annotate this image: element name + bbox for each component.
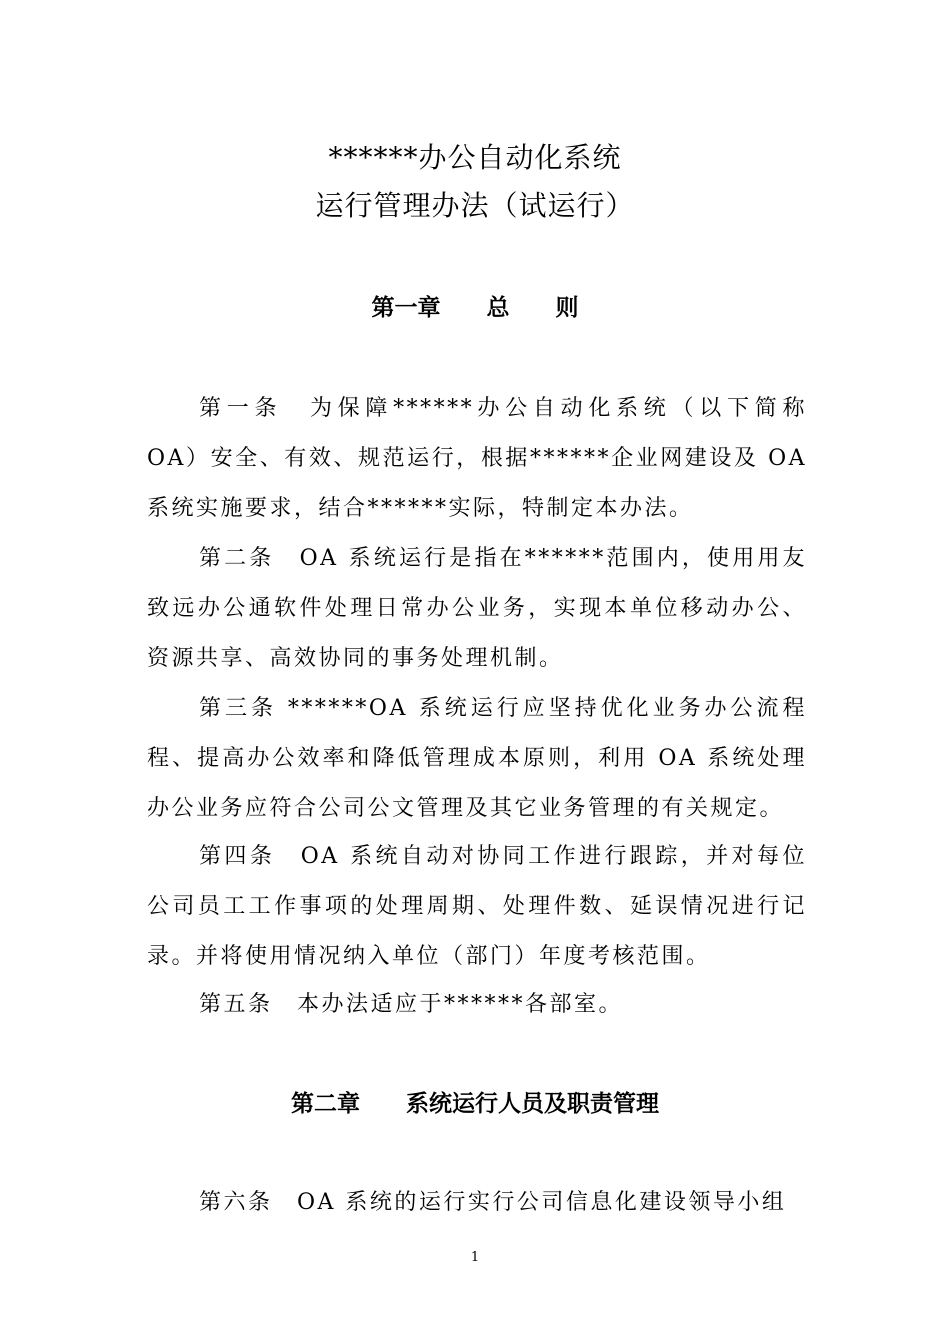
chapter-heading-1: 第一章 总 则: [371, 295, 579, 321]
article-6: 第六条 OA 系统的运行实行公司信息化建设领导小组: [199, 1190, 787, 1215]
document-title-line1: ******办公自动化系统: [328, 141, 622, 174]
document-title-line2: 运行管理办法（试运行）: [315, 189, 635, 222]
article-2: 第二条 OA 系统运行是指在******范围内，使用用友致远办公通软件处理日常办公业务，实现本单位移动办公、资源共享、高效协同的事务处理机制。: [147, 546, 807, 671]
article-1: 第一条 为保障******办公自动化系统（以下简称 OA）安全、有效、规范运行，根据******企业网建设及 OA 系统实施要求，结合******实际，特制定本办法。: [147, 396, 807, 521]
article-4: 第四条 OA 系统自动对协同工作进行跟踪，并对每位公司员工工作事项的处理周期、处理件数、延误情况进行记录。并将使用情况纳入单位（部门）年度考核范围。: [147, 844, 807, 969]
article-3: 第三条 ******OA 系统运行应坚持优化业务办公流程程、提高办公效率和降低管理成本原则，利用 OA 系统处理办公业务应符合公司公文管理及其它业务管理的有关规定。: [147, 696, 807, 821]
page-number: 1: [470, 1250, 480, 1265]
article-5: 第五条 本办法适应于******各部室。: [199, 992, 624, 1017]
chapter-heading-2: 第二章 系统运行人员及职责管理: [291, 1091, 659, 1117]
